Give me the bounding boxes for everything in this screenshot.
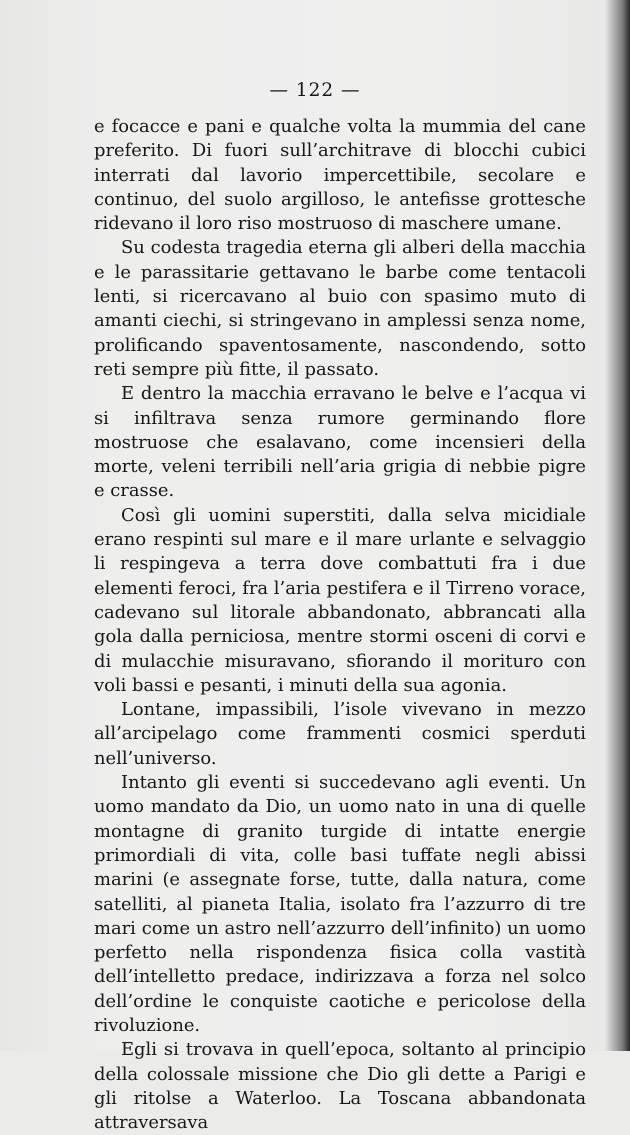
paragraph-6: Intanto gli eventi si succedevano agli eventi. Un uomo mandato da Dio, un uomo nato in una di quelle montagne di granito turgide di intatte energie primordiali di vita, colle basi tuffate negli abissi marini (e assegnate forse, tutte, dalla natura, come satelliti, al pianeta Italia, isolato fra l’azzurro di tre mari come un astro nell’azzurro dell’infinito) un uomo perfetto nella rispondenza fisica colla vastità dell’intelletto predace, indirizzava a forza nel solco dell’ordine le conquiste caotiche e pericolose della rivoluzione. bbox=[94, 772, 586, 1036]
paragraph-7: Egli si trovava in quell’epoca, soltanto al principio della colossale missione che Dio gli dette a Parigi e gli ritolse a Waterloo. La Toscana abbandonata attraversava bbox=[94, 1039, 586, 1134]
paragraph-4: Così gli uomini superstiti, dalla selva micidiale erano respinti sul mare e il mare urlante e selvaggio li respingeva a terra dove combattuti fra i due elementi feroci, fra l’aria pestifera e il Tirreno vorace, cadevano sul litorale abbandonato, abbrancati alla gola dalla perniciosa, mentre stormi osceni di corvi e di mulacchie misuravano, sfiorando il morituro con voli bassi e pesanti, i minuti della sua agonia. bbox=[94, 504, 586, 696]
page-number: — 122 — bbox=[269, 80, 361, 101]
paragraph-3: E dentro la macchia erravano le belve e l’acqua vi si infiltrava senza rumore germinando flore mostruose che esalavano, come incensieri della morte, veleni terribili nell’aria grigia di nebbie pigre e crasse. bbox=[94, 383, 586, 502]
paragraph-5: Lontane, impassibili, l’isole vivevano in mezzo all’arcipelago come frammenti cosmici sperduti nell’universo. bbox=[94, 699, 586, 769]
body-text bbox=[94, 115, 586, 1135]
paragraph-2: Su codesta tragedia eterna gli alberi della macchia e le parassitarie gettavano le barbe come tentacoli lenti, si ricercavano al buio con spasimo muto di amanti ciechi, si stringevano in amplessi senza nome, prolificando spaventosamente, nascondendo, sotto reti sempre più fitte, il passato. bbox=[94, 237, 586, 380]
paragraph-1: e focacce e pani e qualche volta la mummia del cane preferito. Di fuori sull’architrave di blocchi cubici interrati dal lavorio impercettibile, secolare e continuo, del suolo argilloso, le antefisse grottesche ridevano il loro riso mostruoso di maschere umane. bbox=[94, 116, 586, 235]
